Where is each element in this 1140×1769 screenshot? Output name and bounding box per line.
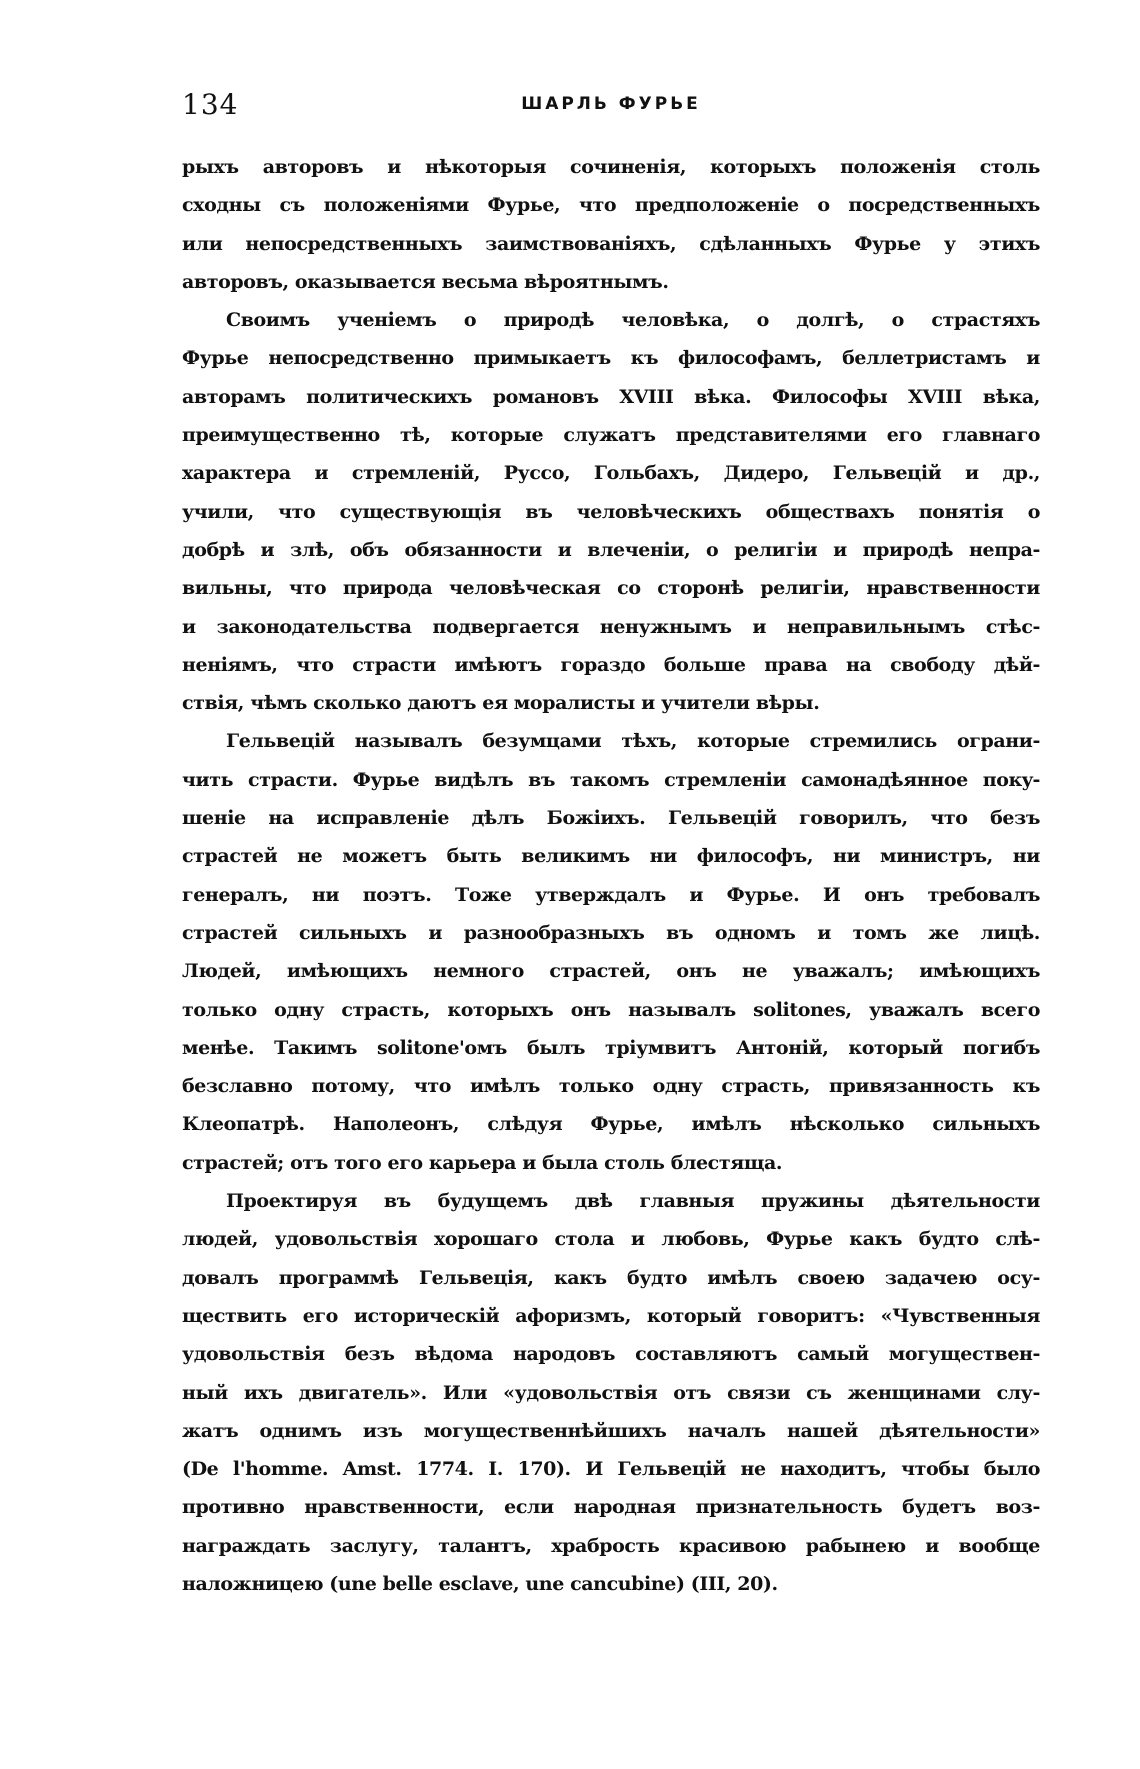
text-line: наложницею (une belle esclave, une cancubine) (III, 20). <box>182 1572 778 1595</box>
text-line: людей, удовольствія хорошаго стола и любовь, Фурье какъ будто слѣ- <box>182 1228 1040 1251</box>
paragraph-3 <box>182 722 1040 1182</box>
text-line: ный ихъ двигатель». Или «удовольствія отъ связи съ женщинами слу- <box>182 1381 1040 1404</box>
text-line: генералъ, ни поэтъ. Тоже утверждалъ и Фурье. И онъ требовалъ <box>182 883 1040 906</box>
text-line: добрѣ и злѣ, объ обязанности и влеченіи, о религіи и природѣ непра- <box>182 538 1040 561</box>
text-line: противно нравственности, если народная признательность будетъ воз- <box>182 1496 1040 1519</box>
text-line: преимущественно тѣ, которые служатъ представителями его главнаго <box>182 424 1040 447</box>
text-line: и законодательства подвергается ненужнымъ и неправильнымъ стѣс- <box>182 615 1040 638</box>
body-text <box>182 148 1040 1603</box>
page-header <box>182 88 1040 128</box>
paragraph-1 <box>182 148 1040 301</box>
paragraph-4 <box>182 1182 1040 1603</box>
text-line: авторамъ политическихъ романовъ XVIII вѣка. Философы XVIII вѣка, <box>182 385 1040 408</box>
text-line: удовольствія безъ вѣдома народовъ составляютъ самый могуществен- <box>182 1343 1040 1366</box>
text-line: шеніе на исправленіе дѣлъ Божіихъ. Гельвецій говорилъ, что безъ <box>182 807 1040 830</box>
text-line: довалъ программѣ Гельвеція, какъ будто имѣлъ своею задачею осу- <box>182 1266 1040 1289</box>
text-line: Проектируя въ будущемъ двѣ главныя пружины дѣятельности <box>226 1190 1040 1213</box>
text-line: менѣе. Такимъ solitone'омъ былъ тріумвитъ Антоній, который погибъ <box>182 1036 1040 1059</box>
text-line: рыхъ авторовъ и нѣкоторыя сочиненія, которыхъ положенія столь <box>182 156 1040 178</box>
text-line: (De l'homme. Amst. 1774. I. 170). И Гельвецій не находитъ, чтобы было <box>182 1458 1040 1481</box>
text-line: авторовъ, оказывается весьма вѣроятнымъ. <box>182 270 669 293</box>
text-line: награждать заслугу, талантъ, храбрость красивою рабынею и вообще <box>182 1534 1040 1557</box>
page-number: 134 <box>182 88 239 121</box>
text-line: Фурье непосредственно примыкаетъ къ философамъ, беллетристамъ и <box>182 347 1040 370</box>
text-line: Клеопатрѣ. Наполеонъ, слѣдуя Фурье, имѣлъ нѣсколько сильныхъ <box>182 1113 1040 1136</box>
text-line: неніямъ, что страсти имѣютъ гораздо больше права на свободу дѣй- <box>182 653 1040 676</box>
text-line: учили, что существующія въ человѣческихъ обществахъ понятія о <box>182 500 1040 523</box>
text-line: страстей сильныхъ и разнообразныхъ въ одномъ и томъ же лицѣ. <box>182 921 1040 944</box>
text-line: Своимъ ученіемъ о природѣ человѣка, о долгѣ, о страстяхъ <box>226 309 1040 332</box>
text-line: вильны, что природа человѣческая со сторонѣ религіи, нравственности <box>182 577 1040 600</box>
text-line: характера и стремленій, Руссо, Гольбахъ, Дидеро, Гельвецій и др., <box>182 462 1040 485</box>
text-line: сходны съ положеніями Фурье, что предположеніе о посредственныхъ <box>182 194 1040 217</box>
text-line: безславно потому, что имѣлъ только одну страсть, привязанность къ <box>182 1075 1040 1098</box>
text-line: только одну страсть, которыхъ онъ называлъ solitones, уважалъ всего <box>182 998 1040 1021</box>
text-line: страстей; отъ того его карьера и была столь блестяща. <box>182 1151 783 1174</box>
text-line: чить страсти. Фурье видѣлъ въ такомъ стремленіи самонадѣянное покy- <box>182 768 1040 791</box>
text-line: страстей не можетъ быть великимъ ни философъ, ни министръ, ни <box>182 845 1040 868</box>
text-line: ществить его историческій афоризмъ, который говоритъ: «Чувственныя <box>182 1304 1040 1327</box>
running-title: ШАРЛЬ ФУРЬЕ <box>521 94 701 114</box>
text-line: Гельвецій называлъ безумцами тѣхъ, которые стремились ограни- <box>226 730 1040 753</box>
text-line: Людей, имѣющихъ немного страстей, онъ не уважалъ; имѣющихъ <box>182 960 1040 983</box>
paragraph-2 <box>182 301 1040 722</box>
text-line: жатъ однимъ изъ могущественнѣйшихъ началъ нашей дѣятельности» <box>182 1419 1040 1442</box>
text-line: или непосредственныхъ заимствованіяхъ, сдѣланныхъ Фурье у этихъ <box>182 232 1040 255</box>
text-line: ствія, чѣмъ сколько даютъ ея моралисты и учители вѣры. <box>182 692 820 715</box>
